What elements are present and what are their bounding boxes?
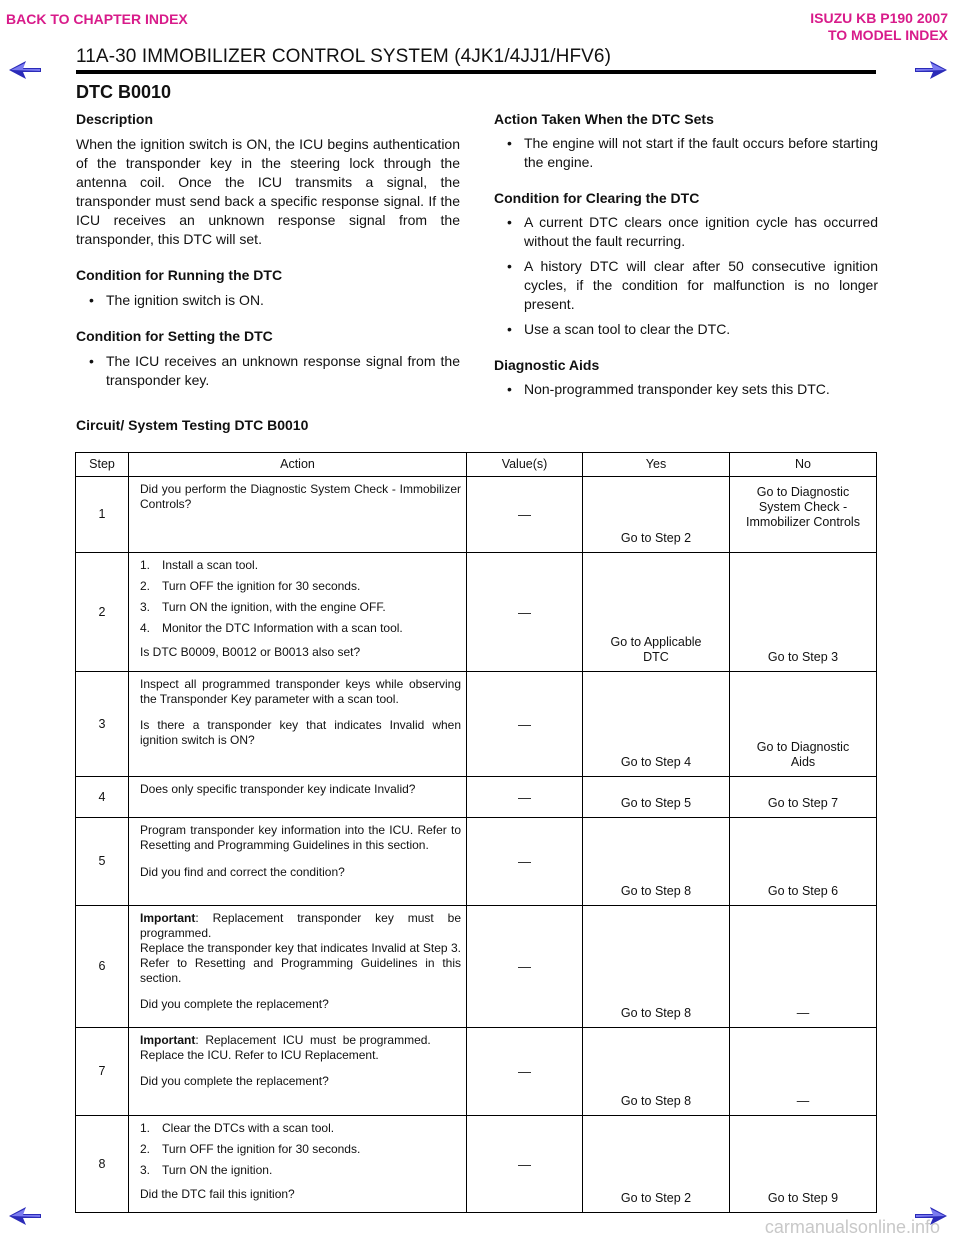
value-cell: — (467, 818, 583, 906)
no-cell: Go to Diagnostic Aids (730, 672, 877, 777)
action-cell (129, 1028, 467, 1116)
value-cell: — (467, 553, 583, 672)
list-item: 2. Turn OFF the ignition for 30 seconds. (140, 1142, 361, 1156)
action-question: Is there a transponder key that indicates Invalid when ignition switch is ON? (140, 718, 461, 747)
action-text: Replace the ICU. Refer to ICU Replacement. (140, 1048, 379, 1062)
back-to-chapter-index-link[interactable]: BACK TO CHAPTER INDEX (6, 11, 188, 27)
action-cell (129, 672, 467, 777)
list-item: • Use a scan tool to clear the DTC. (494, 320, 878, 339)
action-text: Program transponder key information into the ICU. Refer to Resetting and Programming Guidelines in this section. (140, 823, 461, 852)
action-cell (129, 553, 467, 672)
list-item: • The engine will not start if the fault occurs before starting the engine. (494, 134, 878, 172)
clearing-heading: Condition for Clearing the DTC (494, 190, 700, 206)
no-cell: Go to Step 7 (730, 777, 877, 818)
action-question: Did the DTC fail this ignition? (140, 1187, 295, 1201)
table-row (76, 553, 877, 672)
column-header-action: Action (129, 453, 467, 477)
setting-heading: Condition for Setting the DTC (76, 328, 273, 344)
step-number: 8 (76, 1116, 129, 1213)
yes-cell: Go to Applicable DTC (583, 553, 730, 672)
list-item: 3. Turn ON the ignition. (140, 1163, 273, 1177)
model-title: ISUZU KB P190 2007 (810, 10, 948, 26)
action-text: Inspect all programmed transponder keys while observing the Transponder Key parameter with a scan tool. (140, 677, 461, 706)
yes-cell: Go to Step 5 (583, 777, 730, 818)
watermark: carmanualsonline.info (764, 1217, 940, 1237)
table-row (76, 818, 877, 906)
list-item: 1. Install a scan tool. (140, 558, 259, 572)
column-header-step: Step (76, 453, 129, 477)
action-question: Did you complete the replacement? (140, 997, 329, 1011)
action-cell (129, 777, 467, 818)
table-header-row (76, 453, 877, 477)
list-item: 2. Turn OFF the ignition for 30 seconds. (140, 579, 361, 593)
list-item: • The ICU receives an unknown response signal from the transponder key. (76, 352, 460, 390)
step-number: 3 (76, 672, 129, 777)
step-number: 7 (76, 1028, 129, 1116)
circuit-testing-title: Circuit/ System Testing DTC B0010 (76, 417, 309, 433)
action-list (494, 134, 878, 172)
no-cell: Go to Step 9 (730, 1116, 877, 1213)
no-cell: — (730, 1028, 877, 1116)
step-number: 5 (76, 818, 129, 906)
yes-cell: Go to Step 8 (583, 906, 730, 1028)
value-cell: — (467, 1116, 583, 1213)
list-item: • A current DTC clears once ignition cycle has occurred without the fault recurring. (494, 213, 878, 251)
list-item: • A history DTC will clear after 50 consecutive ignition cycles, if the condition for malfunction is no longer present. (494, 257, 878, 314)
action-question: Is DTC B0009, B0012 or B0013 also set? (140, 645, 361, 659)
aids-heading: Diagnostic Aids (494, 357, 600, 373)
column-header-values: Value(s) (467, 453, 583, 477)
running-list (76, 291, 460, 310)
no-cell: Go to Step 3 (730, 553, 877, 672)
action-text: Replace the transponder key that indicates Invalid at Step 3. Refer to Resetting and Programming Guidelines in this section. (140, 941, 461, 985)
action-cell (129, 1116, 467, 1213)
column-header-no: No (730, 453, 877, 477)
action-heading: Action Taken When the DTC Sets (494, 111, 714, 127)
yes-cell: Go to Step 2 (583, 1116, 730, 1213)
yes-cell: Go to Step 8 (583, 1028, 730, 1116)
list-item: • Non-programmed transponder key sets this DTC. (494, 380, 878, 399)
action-steps-list (140, 1121, 461, 1178)
page-header-title: 11A-30 IMMOBILIZER CONTROL SYSTEM (4JK1/4JJ1/HFV6) (76, 46, 612, 67)
yes-cell: Go to Step 8 (583, 818, 730, 906)
step-number: 2 (76, 553, 129, 672)
model-index-block (810, 10, 948, 44)
value-cell: — (467, 906, 583, 1028)
action-question: Did you complete the replacement? (140, 1074, 329, 1088)
to-model-index-link[interactable]: TO MODEL INDEX (827, 27, 948, 43)
dtc-title: DTC B0010 (76, 82, 172, 102)
diagnostic-table (75, 452, 877, 1213)
important-note: Important: Replacement transponder key must be programmed. (140, 911, 461, 940)
no-cell: Go to Diagnostic System Check - Immobilizer Controls (730, 477, 877, 553)
value-cell: — (467, 777, 583, 818)
description-text: When the ignition switch is ON, the ICU begins authentication of the transponder key in the steering lock through the antenna coil. Once the ICU transmits a signal, the transponder must send back a specific response signal. If the ICU receives an unknown response signal from the transponder, this DTC will set. (76, 136, 460, 247)
header-rule (76, 70, 876, 74)
aids-list (494, 380, 878, 399)
prev-page-arrow-icon[interactable] (8, 60, 42, 80)
list-item: 4. Monitor the DTC Information with a scan tool. (140, 621, 403, 635)
running-heading: Condition for Running the DTC (76, 267, 283, 283)
step-number: 4 (76, 777, 129, 818)
value-cell: — (467, 1028, 583, 1116)
table-row (76, 672, 877, 777)
table-row (76, 1028, 877, 1116)
table-row (76, 777, 877, 818)
list-item: • The ignition switch is ON. (76, 291, 460, 310)
action-cell (129, 477, 467, 553)
no-cell: Go to Step 6 (730, 818, 877, 906)
important-note: Important: Replacement ICU must be programmed. (140, 1033, 431, 1047)
table-row (76, 906, 877, 1028)
column-header-yes: Yes (583, 453, 730, 477)
next-page-arrow-icon[interactable] (914, 60, 948, 80)
no-cell: — (730, 906, 877, 1028)
clearing-list (494, 213, 878, 339)
yes-cell: Go to Step 2 (583, 477, 730, 553)
action-cell (129, 906, 467, 1028)
value-cell: — (467, 672, 583, 777)
action-text: Does only specific transponder key indicate Invalid? (140, 782, 416, 796)
action-steps-list (140, 558, 461, 636)
description-heading: Description (76, 111, 154, 127)
prev-page-bottom-arrow-icon[interactable] (8, 1206, 42, 1226)
setting-list (76, 352, 460, 390)
yes-cell: Go to Step 4 (583, 672, 730, 777)
list-item: 3. Turn ON the ignition, with the engine OFF. (140, 600, 386, 614)
list-item: 1. Clear the DTCs with a scan tool. (140, 1121, 335, 1135)
step-number: 1 (76, 477, 129, 553)
value-cell: — (467, 477, 583, 553)
table-row (76, 477, 877, 553)
action-text: Did you perform the Diagnostic System Check - Immobilizer Controls? (140, 482, 461, 511)
left-column (76, 110, 460, 396)
action-question: Did you find and correct the condition? (140, 865, 345, 879)
table-row (76, 1116, 877, 1213)
step-number: 6 (76, 906, 129, 1028)
action-cell (129, 818, 467, 906)
right-column (494, 110, 878, 405)
